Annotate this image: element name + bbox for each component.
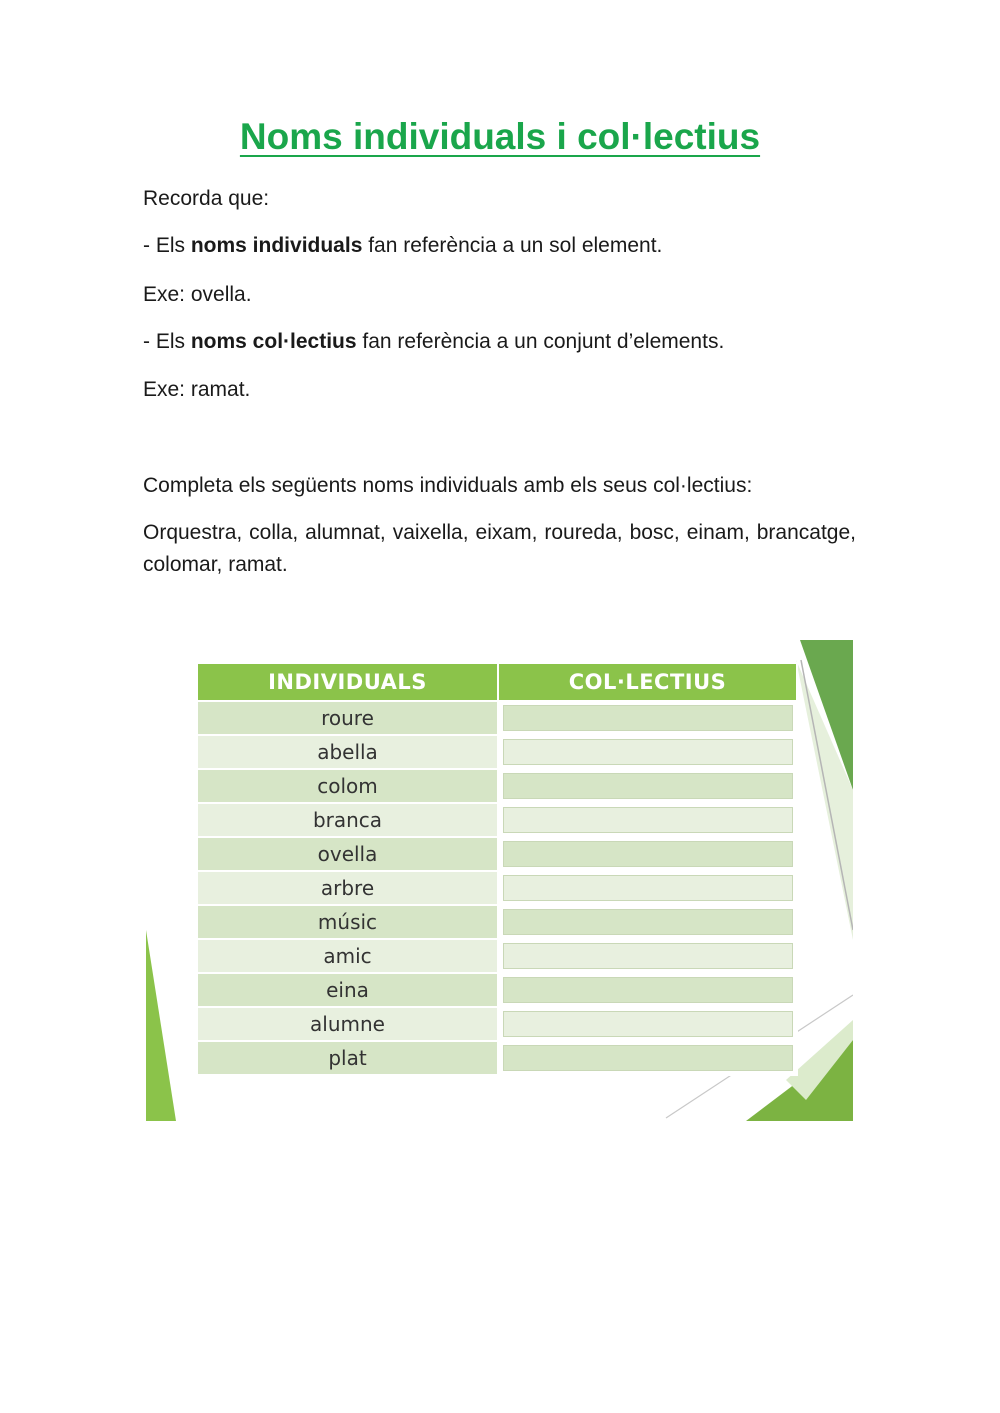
rule-prefix: - Els bbox=[143, 330, 191, 353]
rule-collectius bbox=[143, 326, 724, 358]
collective-answer-field[interactable] bbox=[503, 909, 793, 935]
individual-cell: amic bbox=[197, 939, 498, 973]
collective-answer-field[interactable] bbox=[503, 1045, 793, 1071]
instruction: Completa els següents noms individuals amb els seus col·lectius: bbox=[143, 474, 753, 497]
individual-cell: arbre bbox=[197, 871, 498, 905]
table-row bbox=[197, 905, 797, 939]
example-collectiu: Exe: ramat. bbox=[143, 378, 251, 401]
table-row bbox=[197, 837, 797, 871]
individual-cell: abella bbox=[197, 735, 498, 769]
table-row bbox=[197, 735, 797, 769]
collective-answer-field[interactable] bbox=[503, 807, 793, 833]
collective-answer-field[interactable] bbox=[503, 841, 793, 867]
rule-text: fan referència a un conjunt d’elements. bbox=[356, 330, 725, 353]
table-row bbox=[197, 1007, 797, 1041]
individual-cell: eina bbox=[197, 973, 498, 1007]
individual-cell: plat bbox=[197, 1041, 498, 1075]
example-individual: Exe: ovella. bbox=[143, 283, 252, 306]
table-row bbox=[197, 1041, 797, 1075]
collective-answer-field[interactable] bbox=[503, 875, 793, 901]
table-row bbox=[197, 769, 797, 803]
individual-cell: colom bbox=[197, 769, 498, 803]
individual-cell: músic bbox=[197, 905, 498, 939]
collective-answer-field[interactable] bbox=[503, 773, 793, 799]
individual-cell: branca bbox=[197, 803, 498, 837]
header-collectius: COL·LECTIUS bbox=[498, 663, 797, 701]
collective-answer-field[interactable] bbox=[503, 943, 793, 969]
collective-answer-field[interactable] bbox=[503, 977, 793, 1003]
rule-term: noms col·lectius bbox=[190, 330, 357, 353]
header-individuals: INDIVIDUALS bbox=[197, 663, 498, 701]
exercise-slide bbox=[146, 640, 853, 1121]
rule-term: noms individuals bbox=[190, 234, 363, 257]
collective-answer-field[interactable] bbox=[503, 739, 793, 765]
collective-answer-field[interactable] bbox=[503, 1011, 793, 1037]
rule-text: fan referència a un sol element. bbox=[362, 234, 663, 257]
individual-cell: alumne bbox=[197, 1007, 498, 1041]
rule-individuals bbox=[143, 230, 662, 262]
individual-cell: ovella bbox=[197, 837, 498, 871]
word-bank: Orquestra, colla, alumnat, vaixella, eixam, roureda, bosc, einam, brancatge, colomar, ramat. bbox=[143, 521, 856, 576]
rule-prefix: - Els bbox=[143, 234, 191, 257]
nouns-table bbox=[196, 662, 798, 1076]
table-row bbox=[197, 939, 797, 973]
table-row bbox=[197, 803, 797, 837]
individual-cell: roure bbox=[197, 701, 498, 735]
recorda-label: Recorda que: bbox=[143, 187, 270, 210]
table-header-row bbox=[197, 663, 797, 701]
deco-shape-bottom-left bbox=[146, 930, 176, 1121]
table-row bbox=[197, 973, 797, 1007]
table-row bbox=[197, 701, 797, 735]
table-row bbox=[197, 871, 797, 905]
collective-answer-field[interactable] bbox=[503, 705, 793, 731]
page-title: Noms individuals i col·lectius bbox=[239, 116, 761, 157]
